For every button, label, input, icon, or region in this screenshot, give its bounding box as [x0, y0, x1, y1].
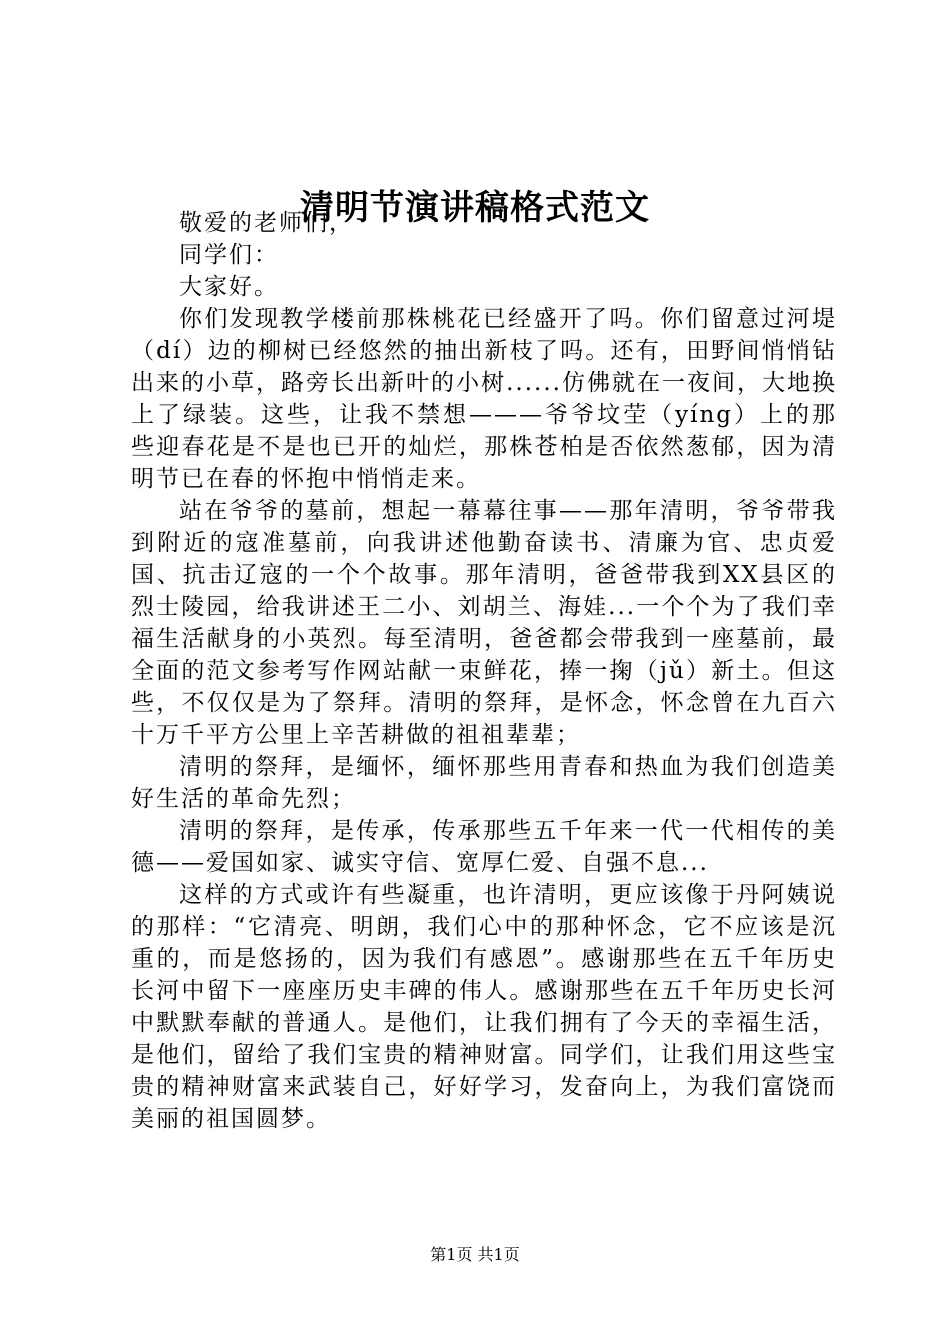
- paragraph-spring: 你们发现教学楼前那株桃花已经盛开了吗。你们留意过河堤（dí）边的柳树已经悠然的抽出新枝了吗。还有，田野间悄悄钻出来的小草，路旁长出新叶的小树......仿佛就在一夜间，大地换上了绿装。这些，让我不禁想———爷爷坟茔（yíng）上的那些迎春花是不是也已开的灿烂，那株苍柏是否依然葱郁，因为清明节已在春的怀抱中悄悄走来。: [131, 306, 837, 492]
- paragraph-greeting: 大家好。: [179, 274, 279, 300]
- paragraph-salutation-teachers: 敬爱的老师们，: [179, 210, 354, 236]
- document-body: [131, 207, 837, 1135]
- page-footer: 第1页 共1页: [430, 1245, 520, 1264]
- paragraph-conclusion: 这样的方式或许有些凝重，也许清明，更应该像于丹阿姨说的那样：“它清亮、明朗，我们心中的那种怀念，它不应该是沉重的，而是悠扬的，因为我们有感恩”。感谢那些在五千年历史长河中留下一座座历史丰碑的伟人。感谢那些在五千年历史长河中默默奉献的普通人。是他们，让我们拥有了今天的幸福生活，是他们，留给了我们宝贵的精神财富。同学们，让我们用这些宝贵的精神财富来武装自己，好好学习，发奋向上，为我们富饶而美丽的祖国圆梦。: [131, 882, 837, 1132]
- paragraph-memories: 站在爷爷的墓前，想起一幕幕往事——那年清明，爷爷带我到附近的寇准墓前，向我讲述他勤奋读书、清廉为官、忠贞爱国、抗击辽寇的一个个故事。那年清明，爸爸带我到XX县区的烈士陵园，给我讲述王二小、刘胡兰、海娃...一个个为了我们幸福生活献身的小英烈。每至清明，爸爸都会带我到一座墓前，最全面的范文参考写作网站献一束鲜花，捧一掬（jǔ）新土。但这些，不仅仅是为了祭拜。清明的祭拜，是怀念，怀念曾在九百六十万千平方公里上辛苦耕做的祖祖辈辈；: [131, 498, 837, 748]
- paragraph-inherit: 清明的祭拜，是传承，传承那些五千年来一代一代相传的美德——爱国如家、诚实守信、宽厚仁爱、自强不息...: [131, 818, 837, 876]
- paragraph-salutation-students: 同学们：: [179, 242, 279, 268]
- document-title: 清明节演讲稿格式范文: [300, 188, 650, 228]
- paragraph-commemorate: 清明的祭拜，是缅怀，缅怀那些用青春和热血为我们创造美好生活的革命先烈；: [131, 754, 837, 812]
